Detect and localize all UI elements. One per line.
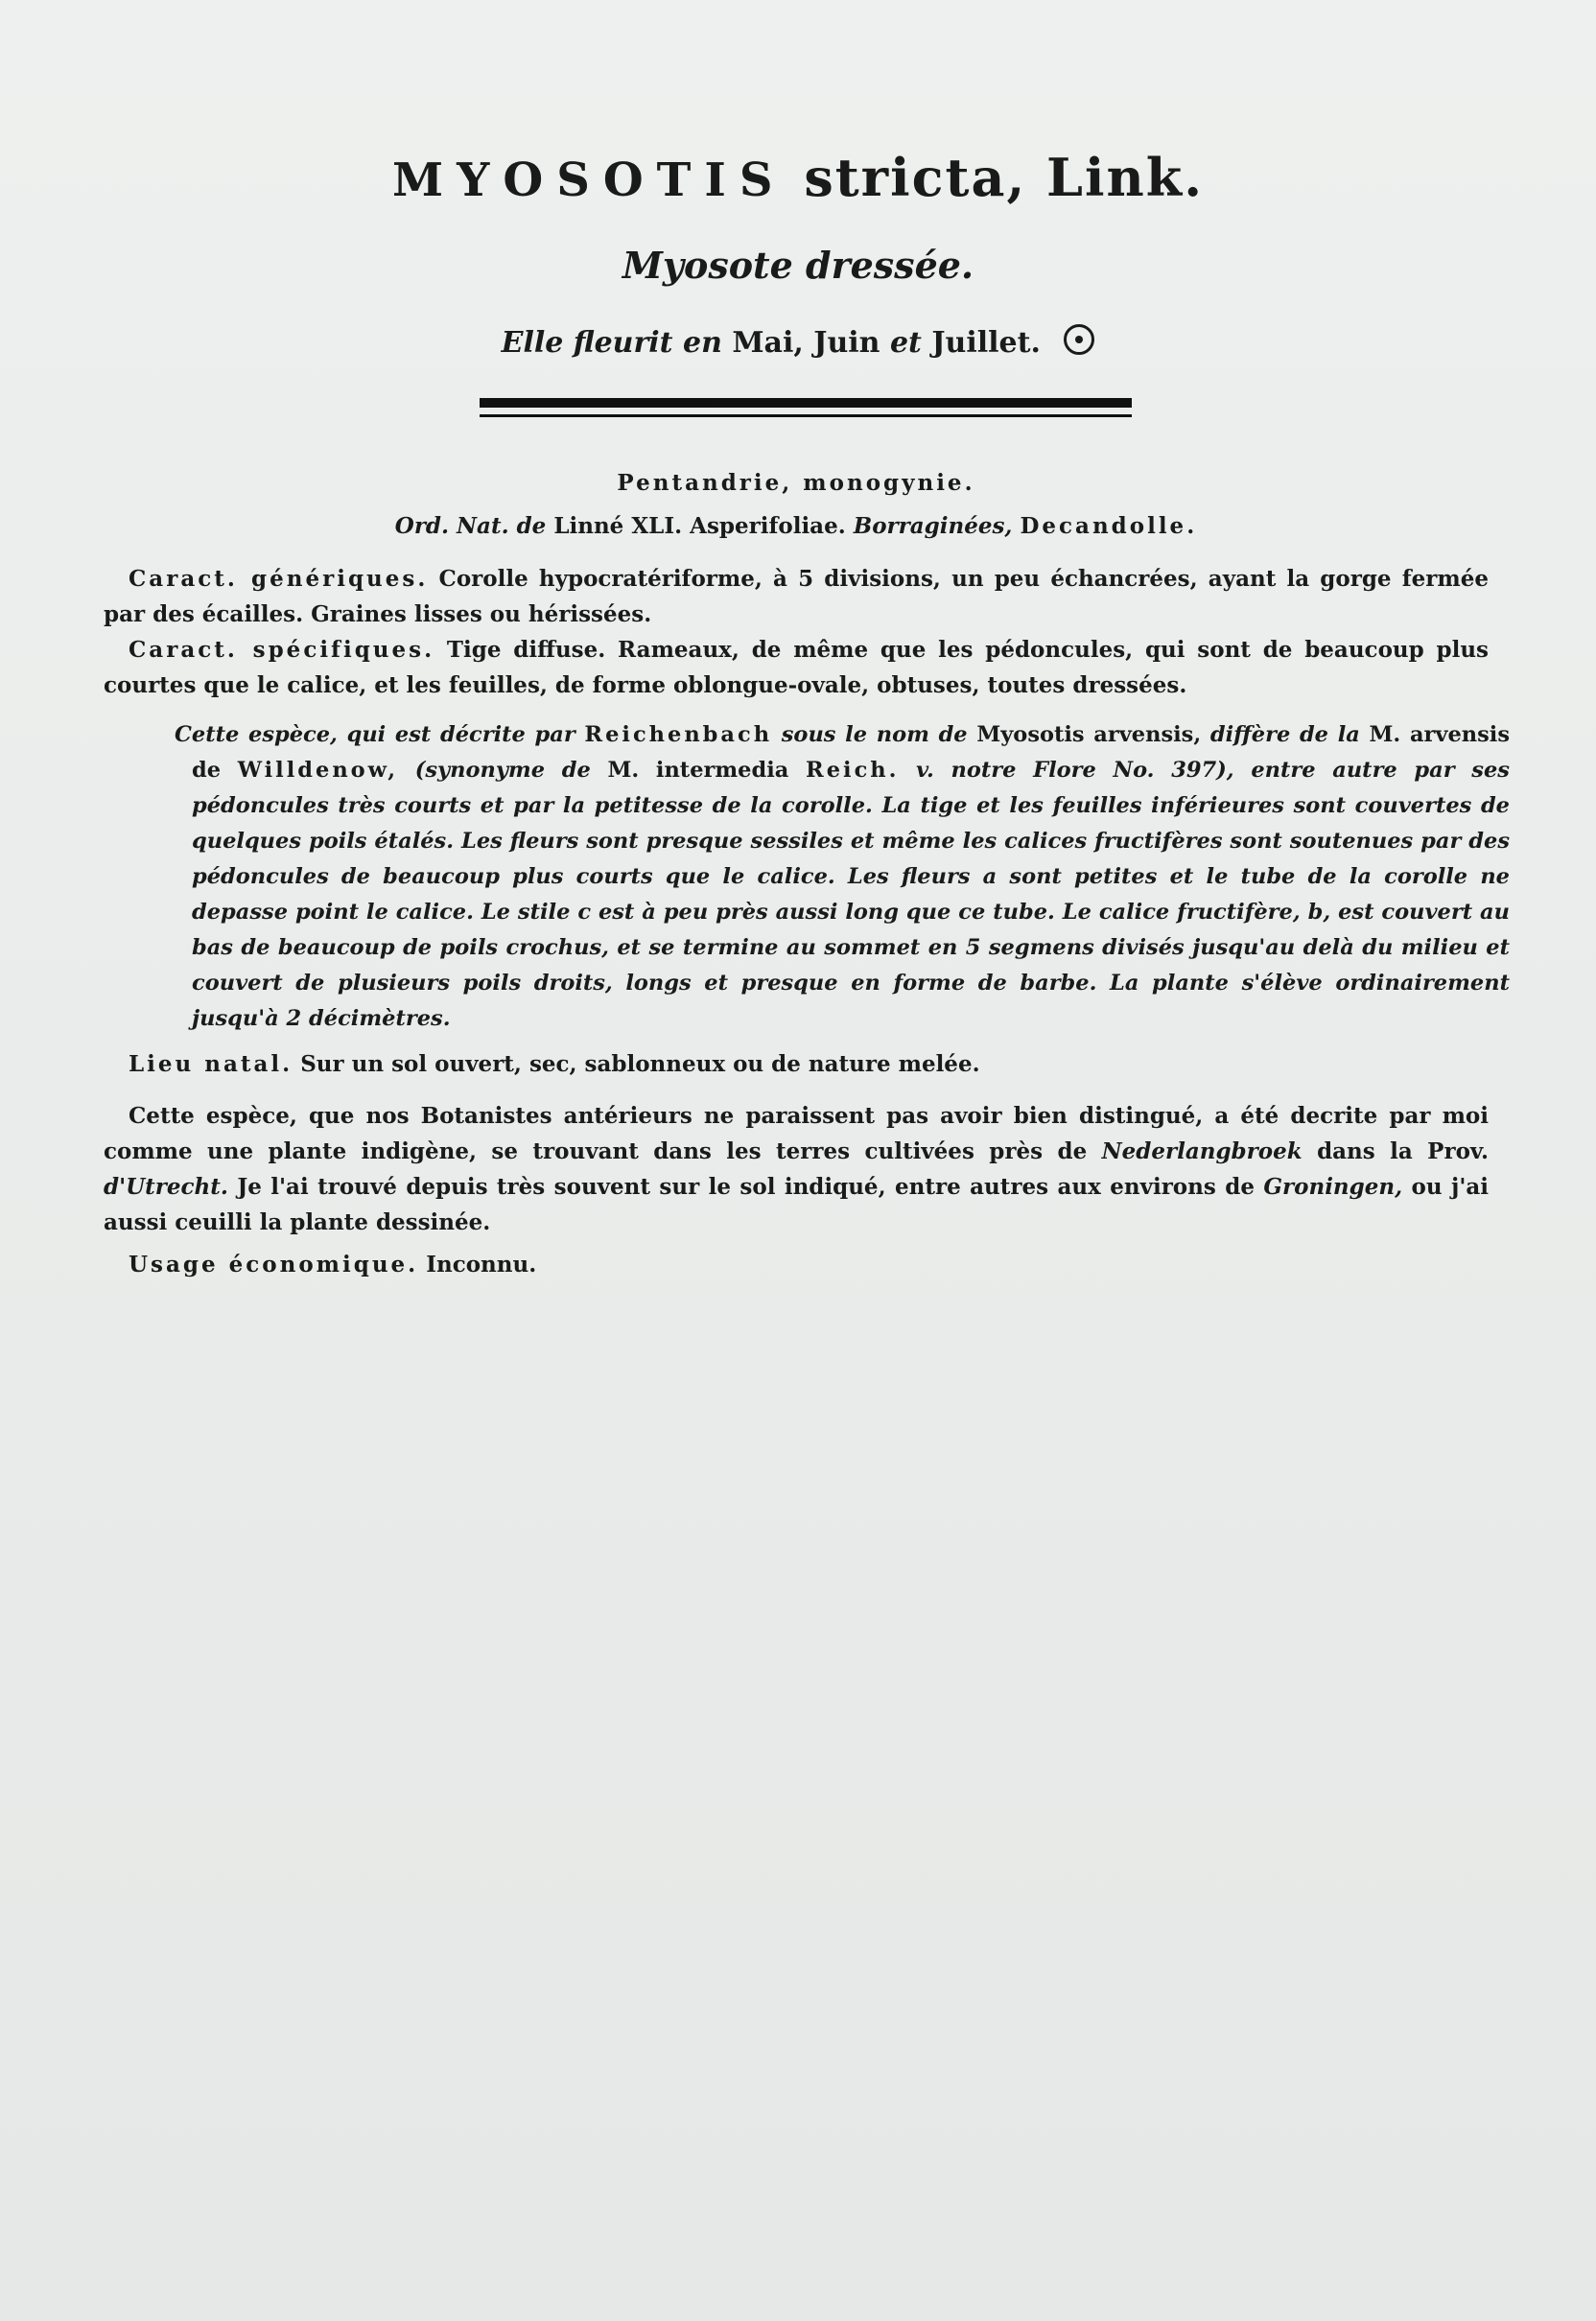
note-author-1: Reichenbach bbox=[584, 722, 773, 747]
classis-line: Pentandrie, monogynie. bbox=[617, 470, 975, 496]
flowering-prefix: Elle fleurit en bbox=[501, 326, 722, 360]
observation-text-3: Je l'ai trouvé depuis très souvent sur le sol indiqué, entre autres aux environs de bbox=[237, 1174, 1255, 1200]
observation bbox=[104, 1098, 1489, 1240]
observation-place-3: Groningen, bbox=[1263, 1174, 1403, 1200]
specific-characters bbox=[104, 632, 1489, 703]
usage-text: Inconnu. bbox=[426, 1252, 537, 1278]
observation-place-2: d'Utrecht. bbox=[104, 1174, 228, 1200]
title-rule-thick bbox=[480, 398, 1132, 408]
ordo-line bbox=[104, 508, 1489, 544]
flowering-month-1: Mai bbox=[732, 326, 794, 360]
observation-text-1: Cette espèce, que nos Botanistes antérieurs ne paraissent pas avoir bien distingué, a été decrite par moi comme une plante indigène, se trouvant dans les terres cultivées près de bbox=[104, 1103, 1489, 1164]
observation-text-4: ou j'ai aussi ceuilli la plante dessinée. bbox=[104, 1174, 1490, 1235]
note-text-5: (synonyme de bbox=[414, 758, 591, 783]
ordo-author: Decandolle. bbox=[1020, 513, 1198, 539]
common-name: Myosote dressée. bbox=[622, 244, 974, 287]
economic-usage bbox=[104, 1247, 1489, 1282]
annual-icon bbox=[1064, 324, 1094, 355]
note-text-2: sous le nom de bbox=[781, 722, 968, 747]
note-species-3: M. intermedia bbox=[607, 758, 789, 783]
species-name: stricta, Link. bbox=[804, 147, 1205, 208]
flowering-period: Elle fleurit en Mai, Juin et Juillet. bbox=[0, 323, 1596, 363]
flowering-month-2: Juin bbox=[813, 326, 880, 360]
note-species-1: Myosotis arvensis, bbox=[976, 722, 1202, 747]
habitat-text: Sur un sol ouvert, sec, sablonneux ou de nature melée. bbox=[300, 1051, 980, 1077]
observation-text-2: dans la Prov. bbox=[1317, 1138, 1489, 1164]
note-text-4: de bbox=[192, 758, 222, 783]
title-rule-thin bbox=[480, 414, 1132, 417]
observation-place-1: Nederlangbroek bbox=[1101, 1138, 1303, 1164]
note-author-2: Willdenow, bbox=[237, 758, 399, 783]
specific-label: Caract. spécifiques. bbox=[129, 637, 435, 663]
note-species-2: M. arvensis bbox=[1369, 722, 1511, 747]
ordo-family: Borraginées, bbox=[853, 513, 1013, 539]
generic-label: Caract. génériques. bbox=[129, 566, 429, 592]
note-text-6: v. notre Flore No. 397), entre autre par ses pédoncules très courts et par la petitesse de la corolle. La tige et les feuilles inférieures sont couvertes de quelques poils étalés. Les fleurs sont presque sessiles et même les calices fructifères sont soutenues par des pédoncules de beaucoup plus courts que le calice. Les fleurs a sont petites et le tube de la corolle ne depasse point le calice. Le stile c est à peu près aussi long que ce tube. Le calice fructifère, b, est couvert au bas de beaucoup de poils crochus, et se termine au sommet en 5 segmens divisés jusqu'au delà du milieu et couvert de plusieurs poils droits, longs et presque en forme de barbe. La plante s'élève ordinairement jusqu'à 2 décimètres. bbox=[192, 758, 1510, 1031]
ordo-prefix: Ord. Nat. de bbox=[394, 513, 547, 539]
page-title bbox=[0, 144, 1596, 214]
note-text-3: diffère de la bbox=[1209, 722, 1360, 747]
habitat bbox=[104, 1046, 1489, 1082]
generic-characters bbox=[104, 561, 1489, 632]
genus-name: MYOSOTIS bbox=[391, 153, 786, 207]
species-note bbox=[175, 717, 1511, 1037]
generic-text: Corolle hypocratériforme, à 5 divisions, un peu échancrées, ayant la gorge fermée par des écailles. Graines lisses ou hérissées. bbox=[104, 566, 1489, 627]
note-author-3: Reich. bbox=[806, 758, 900, 783]
usage-label: Usage économique. bbox=[129, 1252, 419, 1278]
ordo-linne: Linné XLI. Asperifoliae. bbox=[553, 513, 846, 539]
habitat-label: Lieu natal. bbox=[129, 1051, 293, 1077]
note-text-1: Cette espèce, qui est décrite par bbox=[175, 722, 575, 747]
flowering-month-3: Juillet. bbox=[931, 326, 1041, 360]
flowering-conj: et bbox=[889, 326, 922, 360]
specific-text: Tige diffuse. Rameaux, de même que les pédoncules, qui sont de beaucoup plus courtes que le calice, et les feuilles, de forme oblongue-ovale, obtuses, toutes dressées. bbox=[104, 637, 1489, 698]
